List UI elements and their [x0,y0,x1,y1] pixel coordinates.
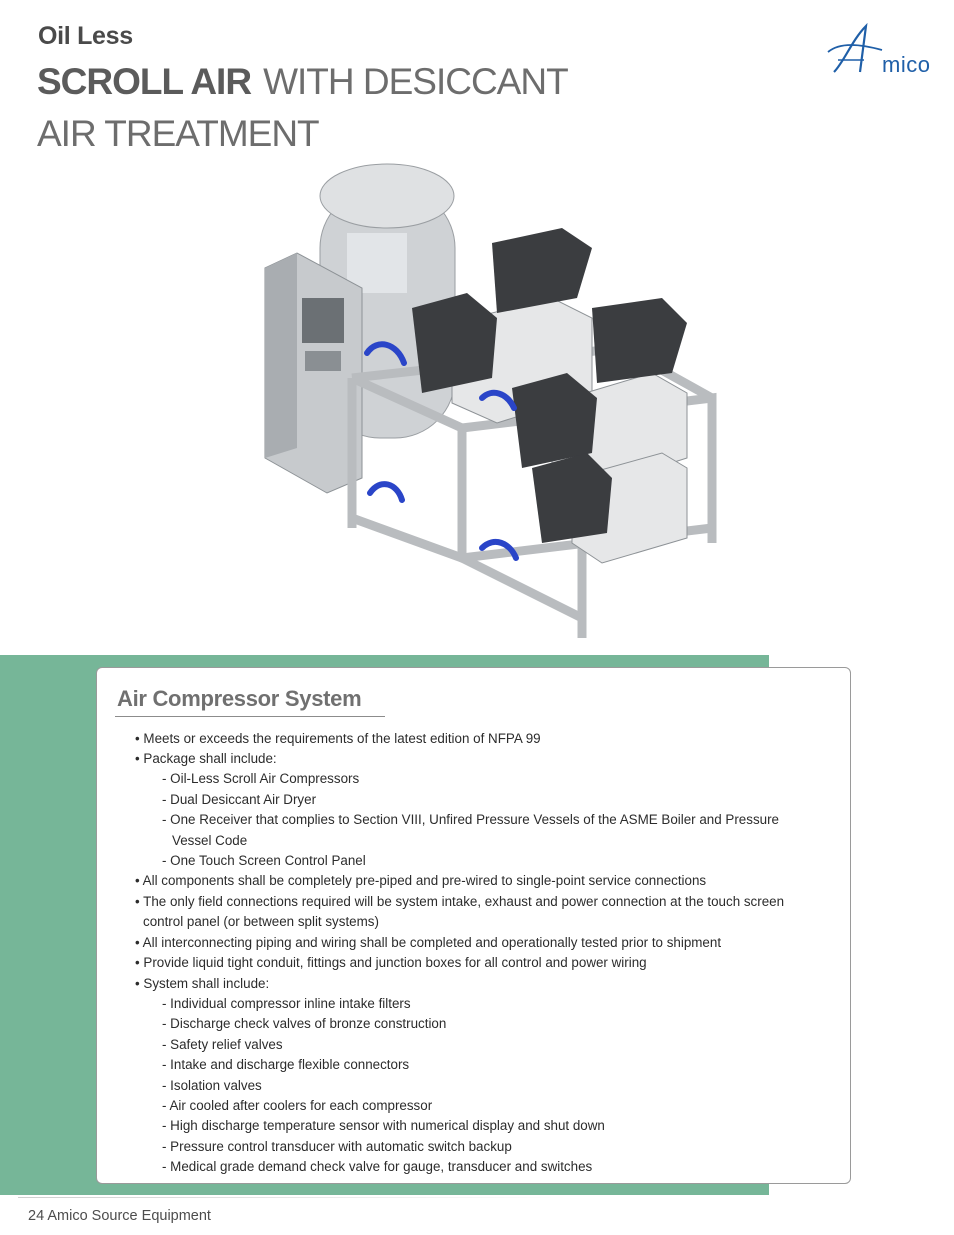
title-strong: SCROLL AIR [37,61,252,102]
list-item: - One Receiver that complies to Section VIII, Unfired Pressure Vessels of the ASME Boiler and Pressure [162,812,779,827]
logo-text: mico [882,52,931,77]
amico-a-icon [826,22,886,78]
list-item: • Package shall include: [135,751,277,766]
list-item: - Discharge check valves of bronze construction [162,1016,447,1031]
list-item: • All components shall be completely pre-piped and pre-wired to single-point service connections [135,873,707,888]
footer-rule [18,1197,568,1198]
list-item: - Safety relief valves [162,1037,283,1052]
list-item: - One Touch Screen Control Panel [162,853,366,868]
list-item: - Dual Desiccant Air Dryer [162,792,317,807]
list-item: - Individual compressor inline intake filters [162,996,411,1011]
page-title [37,63,568,100]
list-item: • System shall include: [135,976,270,991]
list-item: - Isolation valves [162,1078,262,1093]
page-footer: 24 Amico Source Equipment [28,1208,211,1224]
kicker-heading: Oil Less [38,22,133,50]
list-item: - High discharge temperature sensor with numerical display and shut down [162,1118,605,1133]
list-item: Vessel Code [172,833,248,848]
list-item: • Meets or exceeds the requirements of the latest edition of NFPA 99 [135,731,541,746]
title-rest: WITH DESICCANT [263,61,568,102]
list-item: - Oil-Less Scroll Air Compressors [162,771,360,786]
page-title-line2: AIR TREATMENT [37,113,319,154]
list-item: - Air cooled after coolers for each compressor [162,1098,433,1113]
list-item: - Intake and discharge flexible connectors [162,1057,410,1072]
heading-underline [115,716,385,717]
list-item: • All interconnecting piping and wiring shall be completed and operationally tested prior to shipment [135,935,722,950]
list-item: - Medical grade demand check valve for gauge, transducer and switches [162,1159,593,1174]
compressor-system-illustration [122,148,822,653]
amico-logo [826,22,936,78]
list-item: • Provide liquid tight conduit, fittings and junction boxes for all control and power wiring [135,955,647,970]
section-heading: Air Compressor System [117,686,362,711]
spec-box [96,667,851,1184]
list-item: - Pressure control transducer with automatic switch backup [162,1139,512,1154]
list-item: control panel (or between split systems) [143,914,379,929]
list-item: • The only field connections required will be system intake, exhaust and power connection at the touch screen [135,894,785,909]
